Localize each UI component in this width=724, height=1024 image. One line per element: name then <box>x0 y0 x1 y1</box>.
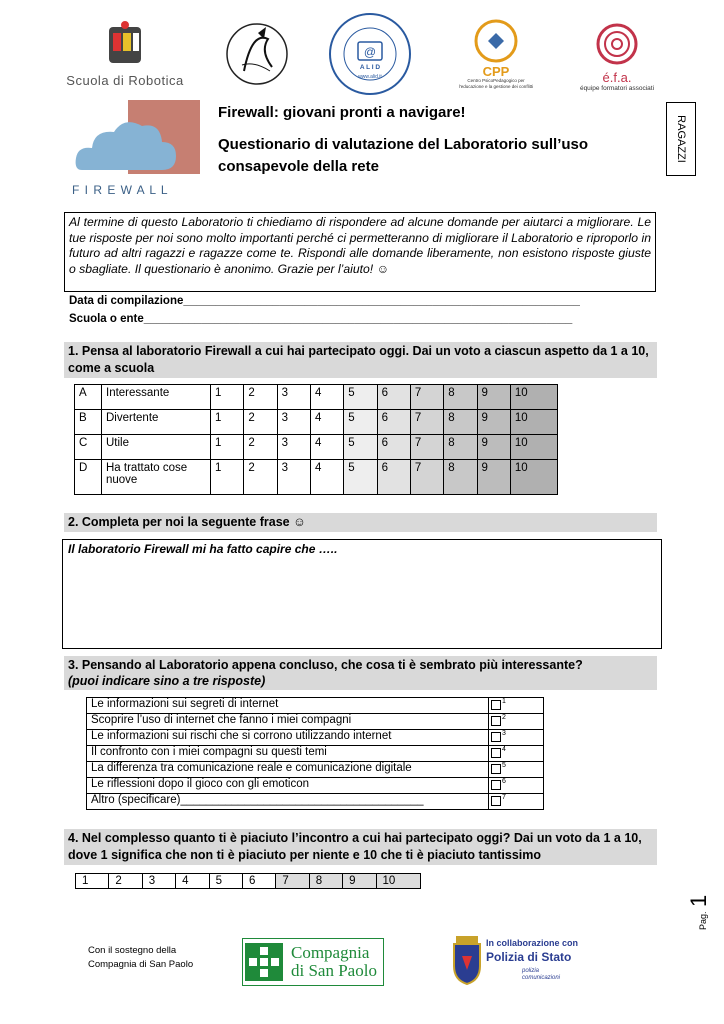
artistic-logo <box>222 16 292 92</box>
q1-row-label: Utile <box>102 435 211 460</box>
q4-score-cell[interactable]: 10 <box>376 874 420 889</box>
alid-icon <box>328 12 412 96</box>
q3-option-row <box>87 762 544 778</box>
checkbox-icon[interactable] <box>491 764 501 774</box>
q3-option-number: 3 <box>502 730 506 737</box>
question-4-label: 4. Nel complesso quanto ti è piaciuto l’incontro a cui hai partecipato oggi? Dai un voto da 1 a 10, dove 1 significa che non ti è piaciuto per niente e 10 che ti è piaciuto tantissimo <box>64 829 657 865</box>
compagnia-san-paolo-logo <box>242 938 384 986</box>
svg-text:@: @ <box>363 45 377 59</box>
q3-option-text: Le riflessioni dopo il gioco con gli emoticon <box>87 778 489 794</box>
audience-tab <box>666 102 696 176</box>
q1-score-cell[interactable]: 7 <box>410 410 443 435</box>
q1-score-cell[interactable]: 3 <box>277 385 310 410</box>
q1-score-cell[interactable]: 5 <box>344 460 377 495</box>
alid-logo <box>328 12 412 96</box>
police-collab: In collaborazione con <box>486 938 579 948</box>
page-number <box>682 880 711 930</box>
q3-hint: (puoi indicare sino a tre risposte) <box>68 674 266 688</box>
efa-name: é.f.a. <box>602 70 632 85</box>
police-name: Polizia di Stato <box>486 950 572 964</box>
q1-score-cell[interactable]: 3 <box>277 410 310 435</box>
support-text <box>88 944 193 972</box>
page-num: 1 <box>686 894 711 908</box>
sketch-icon <box>224 21 290 87</box>
q3-option-number: 1 <box>502 698 506 705</box>
firewall-logo <box>72 96 208 197</box>
q1-score-cell[interactable]: 9 <box>477 385 510 410</box>
q1-score-cell[interactable]: 10 <box>510 460 557 495</box>
q1-row <box>75 460 558 495</box>
q4-score-cell[interactable]: 5 <box>209 874 242 889</box>
q1-score-cell[interactable]: 2 <box>244 460 277 495</box>
q1-score-cell[interactable]: 5 <box>344 435 377 460</box>
q1-score-cell[interactable]: 2 <box>244 435 277 460</box>
q3-option-row <box>87 698 544 714</box>
q1-score-cell[interactable]: 8 <box>444 435 477 460</box>
q3-checkbox-cell[interactable] <box>489 794 544 810</box>
q1-score-cell[interactable]: 2 <box>244 385 277 410</box>
q1-row-label: Ha trattato cose nuove <box>102 460 211 495</box>
q3-option-text: La differenza tra comunicazione reale e comunicazione digitale <box>87 762 489 778</box>
q3-question: 3. Pensando al Laboratorio appena concluso, che cosa ti è sembrato più interessante? <box>68 658 583 672</box>
q3-option-number: 2 <box>502 714 506 721</box>
audience-label: RAGAZZI <box>675 115 688 163</box>
q1-score-cell[interactable]: 8 <box>444 410 477 435</box>
support-line-2: Compagnia di San Paolo <box>88 959 194 970</box>
q1-row-letter: B <box>75 410 102 435</box>
q1-score-cell[interactable]: 8 <box>444 460 477 495</box>
q1-score-cell[interactable]: 10 <box>510 435 557 460</box>
q3-option-text: Altro (specificare)______________________________________ <box>87 794 489 810</box>
q2-answer-box[interactable] <box>62 539 662 649</box>
checkbox-icon[interactable] <box>491 732 501 742</box>
q3-option-row <box>87 714 544 730</box>
robot-icon <box>95 19 155 71</box>
checkbox-icon[interactable] <box>491 748 501 758</box>
cpp-sub: Centro PsicoPedagogico per l'educazione e la gestione dei conflitti <box>458 77 534 89</box>
q4-score-cell[interactable]: 4 <box>176 874 209 889</box>
checkbox-icon[interactable] <box>491 796 501 806</box>
q1-score-cell[interactable]: 4 <box>310 385 343 410</box>
q3-option-text: Scoprire l’uso di internet che fanno i miei compagni <box>87 714 489 730</box>
q3-checkbox-cell[interactable] <box>489 746 544 762</box>
csp-mark-icon <box>243 941 285 983</box>
efa-sub: équipe formatori associati <box>579 85 655 92</box>
checkbox-icon[interactable] <box>491 716 501 726</box>
q1-score-cell[interactable]: 1 <box>211 385 244 410</box>
page-label: Pag. <box>698 911 708 930</box>
page-subtitle: Questionario di valutazione del Laboratorio sull’uso consapevole della rete <box>218 136 589 175</box>
q3-options-table <box>86 697 544 810</box>
q3-checkbox-cell[interactable] <box>489 714 544 730</box>
q1-score-cell[interactable]: 3 <box>277 435 310 460</box>
q1-score-cell[interactable]: 1 <box>211 435 244 460</box>
q3-option-number: 4 <box>502 746 506 753</box>
q1-score-cell[interactable]: 5 <box>344 385 377 410</box>
q4-score-cell[interactable]: 7 <box>276 874 309 889</box>
scuola-di-robotica-logo <box>60 14 190 92</box>
q3-checkbox-cell[interactable] <box>489 778 544 794</box>
q1-rating-table <box>74 384 558 495</box>
q1-score-cell[interactable]: 6 <box>377 460 410 495</box>
q3-option-text: Le informazioni sui segreti di internet <box>87 698 489 714</box>
alid-url: www.alid.it <box>358 74 382 80</box>
q4-score-cell[interactable]: 8 <box>309 874 342 889</box>
q1-row <box>75 435 558 460</box>
q4-score-cell[interactable]: 2 <box>109 874 142 889</box>
question-2-label: 2. Completa per noi la seguente frase ☺ <box>64 513 657 532</box>
q1-row-letter: D <box>75 460 102 495</box>
question-1-label: 1. Pensa al laboratorio Firewall a cui hai partecipato oggi. Dai un voto a ciascun aspetto da 1 a 10, come a scuola <box>64 342 657 378</box>
page-title: Firewall: giovani pronti a navigare! <box>218 104 466 121</box>
q4-score-cell[interactable]: 9 <box>343 874 376 889</box>
q3-option-text: Il confronto con i miei compagni su questi temi <box>87 746 489 762</box>
q1-score-cell[interactable]: 6 <box>377 435 410 460</box>
q4-rating-table <box>75 873 421 889</box>
csp-line-2: di San Paolo <box>291 961 377 980</box>
q1-score-cell[interactable]: 2 <box>244 410 277 435</box>
police-crest-icon <box>450 936 484 986</box>
q4-score-cell[interactable]: 3 <box>142 874 175 889</box>
question-3-label <box>64 656 657 690</box>
q1-row-letter: A <box>75 385 102 410</box>
q1-score-cell[interactable]: 7 <box>410 385 443 410</box>
q3-option-number: 7 <box>502 794 506 801</box>
q3-option-number: 5 <box>502 762 506 769</box>
cpp-logo <box>448 14 544 94</box>
q4-score-cell[interactable]: 6 <box>242 874 275 889</box>
q1-score-cell[interactable]: 8 <box>444 385 477 410</box>
q3-option-row <box>87 778 544 794</box>
q1-score-cell[interactable]: 1 <box>211 460 244 495</box>
cpp-icon <box>466 19 526 65</box>
scuola-label: Scuola di Robotica <box>66 72 184 88</box>
q1-score-cell[interactable]: 3 <box>277 460 310 495</box>
firewall-wordmark: F I R E W A L L <box>72 183 169 197</box>
cloud-icon <box>72 96 208 176</box>
intro-text: Al termine di questo Laboratorio ti chiediamo di rispondere ad alcune domande per aiutarci a migliorare. Le tue risposte per noi sono molto importanti perché ci permetteranno di migliorare il Laboratorio e riproporlo in futuro ad altri ragazzi e ragazze come te. Rispondi alle domande liberamente, non esistono risposte giuste o sbagliate. Il questionario è anonimo. Grazie per l’aiuto! ☺ <box>64 212 656 292</box>
q1-score-cell[interactable]: 4 <box>310 460 343 495</box>
q1-row <box>75 410 558 435</box>
q1-score-cell[interactable]: 4 <box>310 435 343 460</box>
school-field[interactable]: Scuola o ente___________________________________________________________________ <box>69 313 573 325</box>
q1-score-cell[interactable]: 7 <box>410 435 443 460</box>
q1-score-cell[interactable]: 9 <box>477 410 510 435</box>
police-sub: polizia comunicazioni <box>522 968 561 981</box>
q3-option-text: Le informazioni sui rischi che si corrono utilizzando internet <box>87 730 489 746</box>
q3-checkbox-cell[interactable] <box>489 762 544 778</box>
cpp-name: CPP <box>482 63 510 79</box>
q1-score-cell[interactable]: 5 <box>344 410 377 435</box>
q3-option-row <box>87 730 544 746</box>
q1-score-cell[interactable]: 6 <box>377 410 410 435</box>
q3-option-number: 6 <box>502 778 506 785</box>
q3-checkbox-cell[interactable] <box>489 730 544 746</box>
efa-icon <box>595 22 639 66</box>
q1-row-label: Divertente <box>102 410 211 435</box>
q1-score-cell[interactable]: 9 <box>477 435 510 460</box>
support-line-1: Con il sostegno della <box>88 945 177 956</box>
q1-score-cell[interactable]: 9 <box>477 460 510 495</box>
q1-score-cell[interactable]: 1 <box>211 410 244 435</box>
q1-score-cell[interactable]: 10 <box>510 385 557 410</box>
q2-prompt: Il laboratorio Firewall mi ha fatto capire che ….. <box>68 542 338 556</box>
q3-option-row <box>87 746 544 762</box>
checkbox-icon[interactable] <box>491 780 501 790</box>
alid-name: A L I D <box>359 64 381 71</box>
q3-option-row <box>87 794 544 810</box>
q1-row-letter: C <box>75 435 102 460</box>
q1-score-cell[interactable]: 10 <box>510 410 557 435</box>
q1-score-cell[interactable]: 7 <box>410 460 443 495</box>
date-field[interactable]: Data di compilazione______________________________________________________________ <box>69 295 580 307</box>
q3-checkbox-cell[interactable] <box>489 698 544 714</box>
q4-score-cell[interactable]: 1 <box>76 874 109 889</box>
q1-row-label: Interessante <box>102 385 211 410</box>
q1-row <box>75 385 558 410</box>
q1-score-cell[interactable]: 6 <box>377 385 410 410</box>
q1-score-cell[interactable]: 4 <box>310 410 343 435</box>
polizia-logo <box>450 936 590 988</box>
csp-line-1: Compagnia <box>291 943 370 962</box>
checkbox-icon[interactable] <box>491 700 501 710</box>
efa-logo <box>576 18 658 96</box>
